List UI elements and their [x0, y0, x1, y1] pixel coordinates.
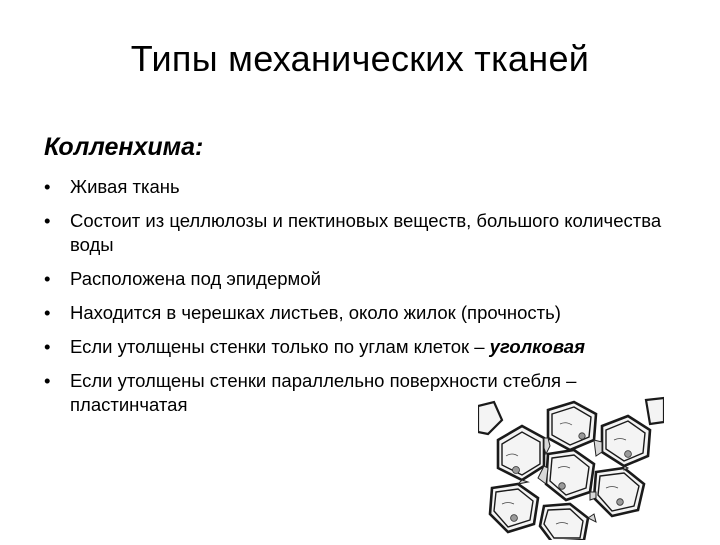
bullet-text: Расположена под эпидермой: [70, 268, 321, 289]
bullet-item: [44, 209, 694, 257]
bullet-item: [44, 175, 694, 199]
bullet-item: [44, 267, 694, 291]
bullet-text: Состоит из целлюлозы и пектиновых веществ, большого количества воды: [70, 210, 662, 255]
slide-title: Типы механических тканей: [130, 38, 590, 79]
bullet-emphasis: уголковая: [489, 336, 585, 357]
bullet-text: Находится в черешках листьев, около жилок (прочность): [70, 302, 561, 323]
subtitle: Колленхима:: [44, 133, 204, 161]
collenchyma-cells-illustration: [478, 396, 664, 540]
collenchyma-drawing: [478, 396, 664, 540]
bullet-item: [44, 335, 694, 359]
bullet-text: Живая ткань: [70, 176, 180, 197]
bullet-list: [44, 175, 694, 427]
bullet-text: Если утолщены стенки параллельно поверхности стебля – пластинчатая: [70, 370, 577, 415]
bullet-item: [44, 301, 694, 325]
bullet-text: Если утолщены стенки только по углам клеток –: [70, 336, 490, 357]
